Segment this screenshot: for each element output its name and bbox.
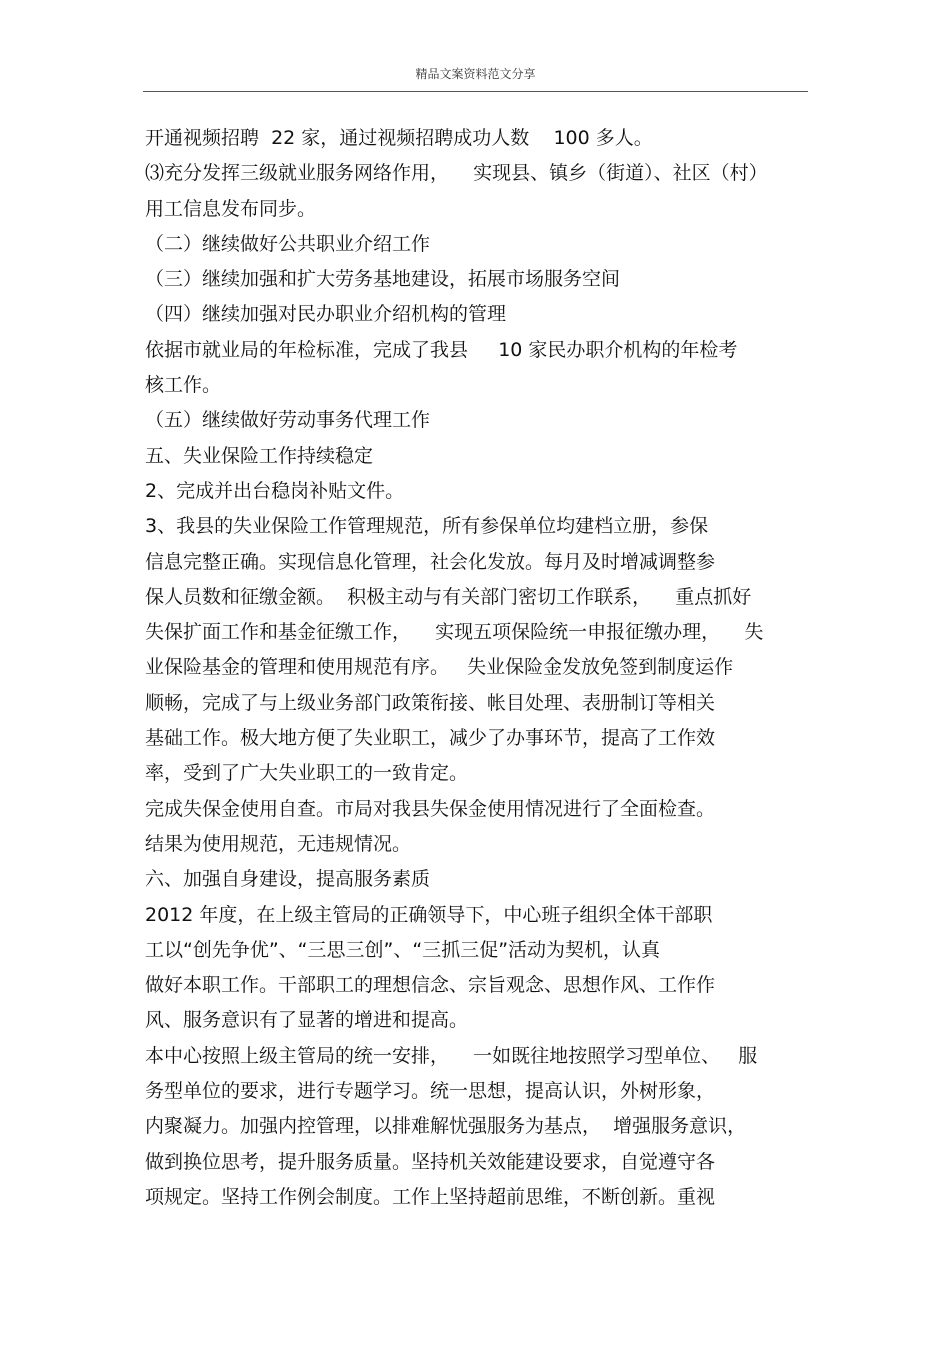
text-line: 用工信息发布同步。 <box>145 197 317 220</box>
text-line: 业保险基金的管理和使用规范有序。 失业保险金发放免签到制度运作 <box>145 656 734 679</box>
text-line: （二）继续做好公共职业介绍工作 <box>145 232 431 255</box>
text-line: （五）继续做好劳动事务代理工作 <box>145 409 431 432</box>
text-line: ⑶充分发挥三级就业服务网络作用， 实现县、镇乡（街道）、社区（村） <box>145 162 768 185</box>
text-line: 开通视频招聘 22 家，通过视频招聘成功人数 100 多人。 <box>145 127 653 149</box>
text-line: 核工作。 <box>145 374 222 397</box>
text-line: 顺畅，完成了与上级业务部门政策衔接、帐目处理、表册制订等相关 <box>145 691 716 714</box>
text-line: （四）继续加强对民办职业介绍机构的管理 <box>145 303 507 326</box>
text-line: 本中心按照上级主管局的统一安排， 一如既往地按照学习型单位、 服 <box>145 1044 758 1067</box>
text-line: 基础工作。极大地方便了失业职工，减少了办事环节，提高了工作效 <box>145 727 716 750</box>
text-line: 保人员数和征缴金额。 积极主动与有关部门密切工作联系， 重点抓好 <box>145 585 752 608</box>
text-line: 做到换位思考，提升服务质量。坚持机关效能建设要求，自觉遵守各 <box>145 1150 716 1173</box>
text-line: （三）继续加强和扩大劳务基地建设，拓展市场服务空间 <box>145 268 621 291</box>
text-line: 做好本职工作。干部职工的理想信念、宗旨观念、思想作风、工作作 <box>145 974 716 997</box>
text-line: 信息完整正确。实现信息化管理，社会化发放。每月及时增减调整参 <box>145 550 716 573</box>
text-line: 完成失保金使用自查。市局对我县失保金使用情况进行了全面检查。 <box>145 797 716 820</box>
text-line: 2、完成并出台稳岗补贴文件。 <box>145 479 405 502</box>
text-line: 依据市就业局的年检标准，完成了我县 10 家民办职介机构的年检考 <box>145 338 738 361</box>
text-line: 率，受到了广大失业职工的一致肯定。 <box>145 762 469 785</box>
text-line: 结果为使用规范，无违规情况。 <box>145 832 412 855</box>
text-line: 五、失业保险工作持续稳定 <box>145 444 374 467</box>
text-line: 风、服务意识有了显著的增进和提高。 <box>145 1009 469 1032</box>
text-line: 六、加强自身建设，提高服务素质 <box>145 868 431 891</box>
text-line: 务型单位的要求，进行专题学习。统一思想，提高认识，外树形象， <box>145 1080 716 1103</box>
text-line: 工以“创先争优”、“三思三创”、“三抓三促”活动为契机，认真 <box>145 938 661 961</box>
text-line: 失保扩面工作和基金征缴工作， 实现五项保险统一申报征缴办理， 失 <box>145 621 764 644</box>
text-line: 内聚凝力。加强内控管理，以排难解忧强服务为基点， 增强服务意识， <box>145 1115 747 1138</box>
page-header: 精品文案资料范文分享 <box>415 67 536 81</box>
text-line: 2012 年度，在上级主管局的正确领导下，中心班子组织全体干部职 <box>145 903 713 926</box>
text-line: 3、我县的失业保险工作管理规范，所有参保单位均建档立册，参保 <box>145 515 709 538</box>
document-body <box>145 121 810 1215</box>
header-divider <box>143 91 808 92</box>
text-line: 项规定。坚持工作例会制度。工作上坚持超前思维，不断创新。重视 <box>145 1185 716 1208</box>
